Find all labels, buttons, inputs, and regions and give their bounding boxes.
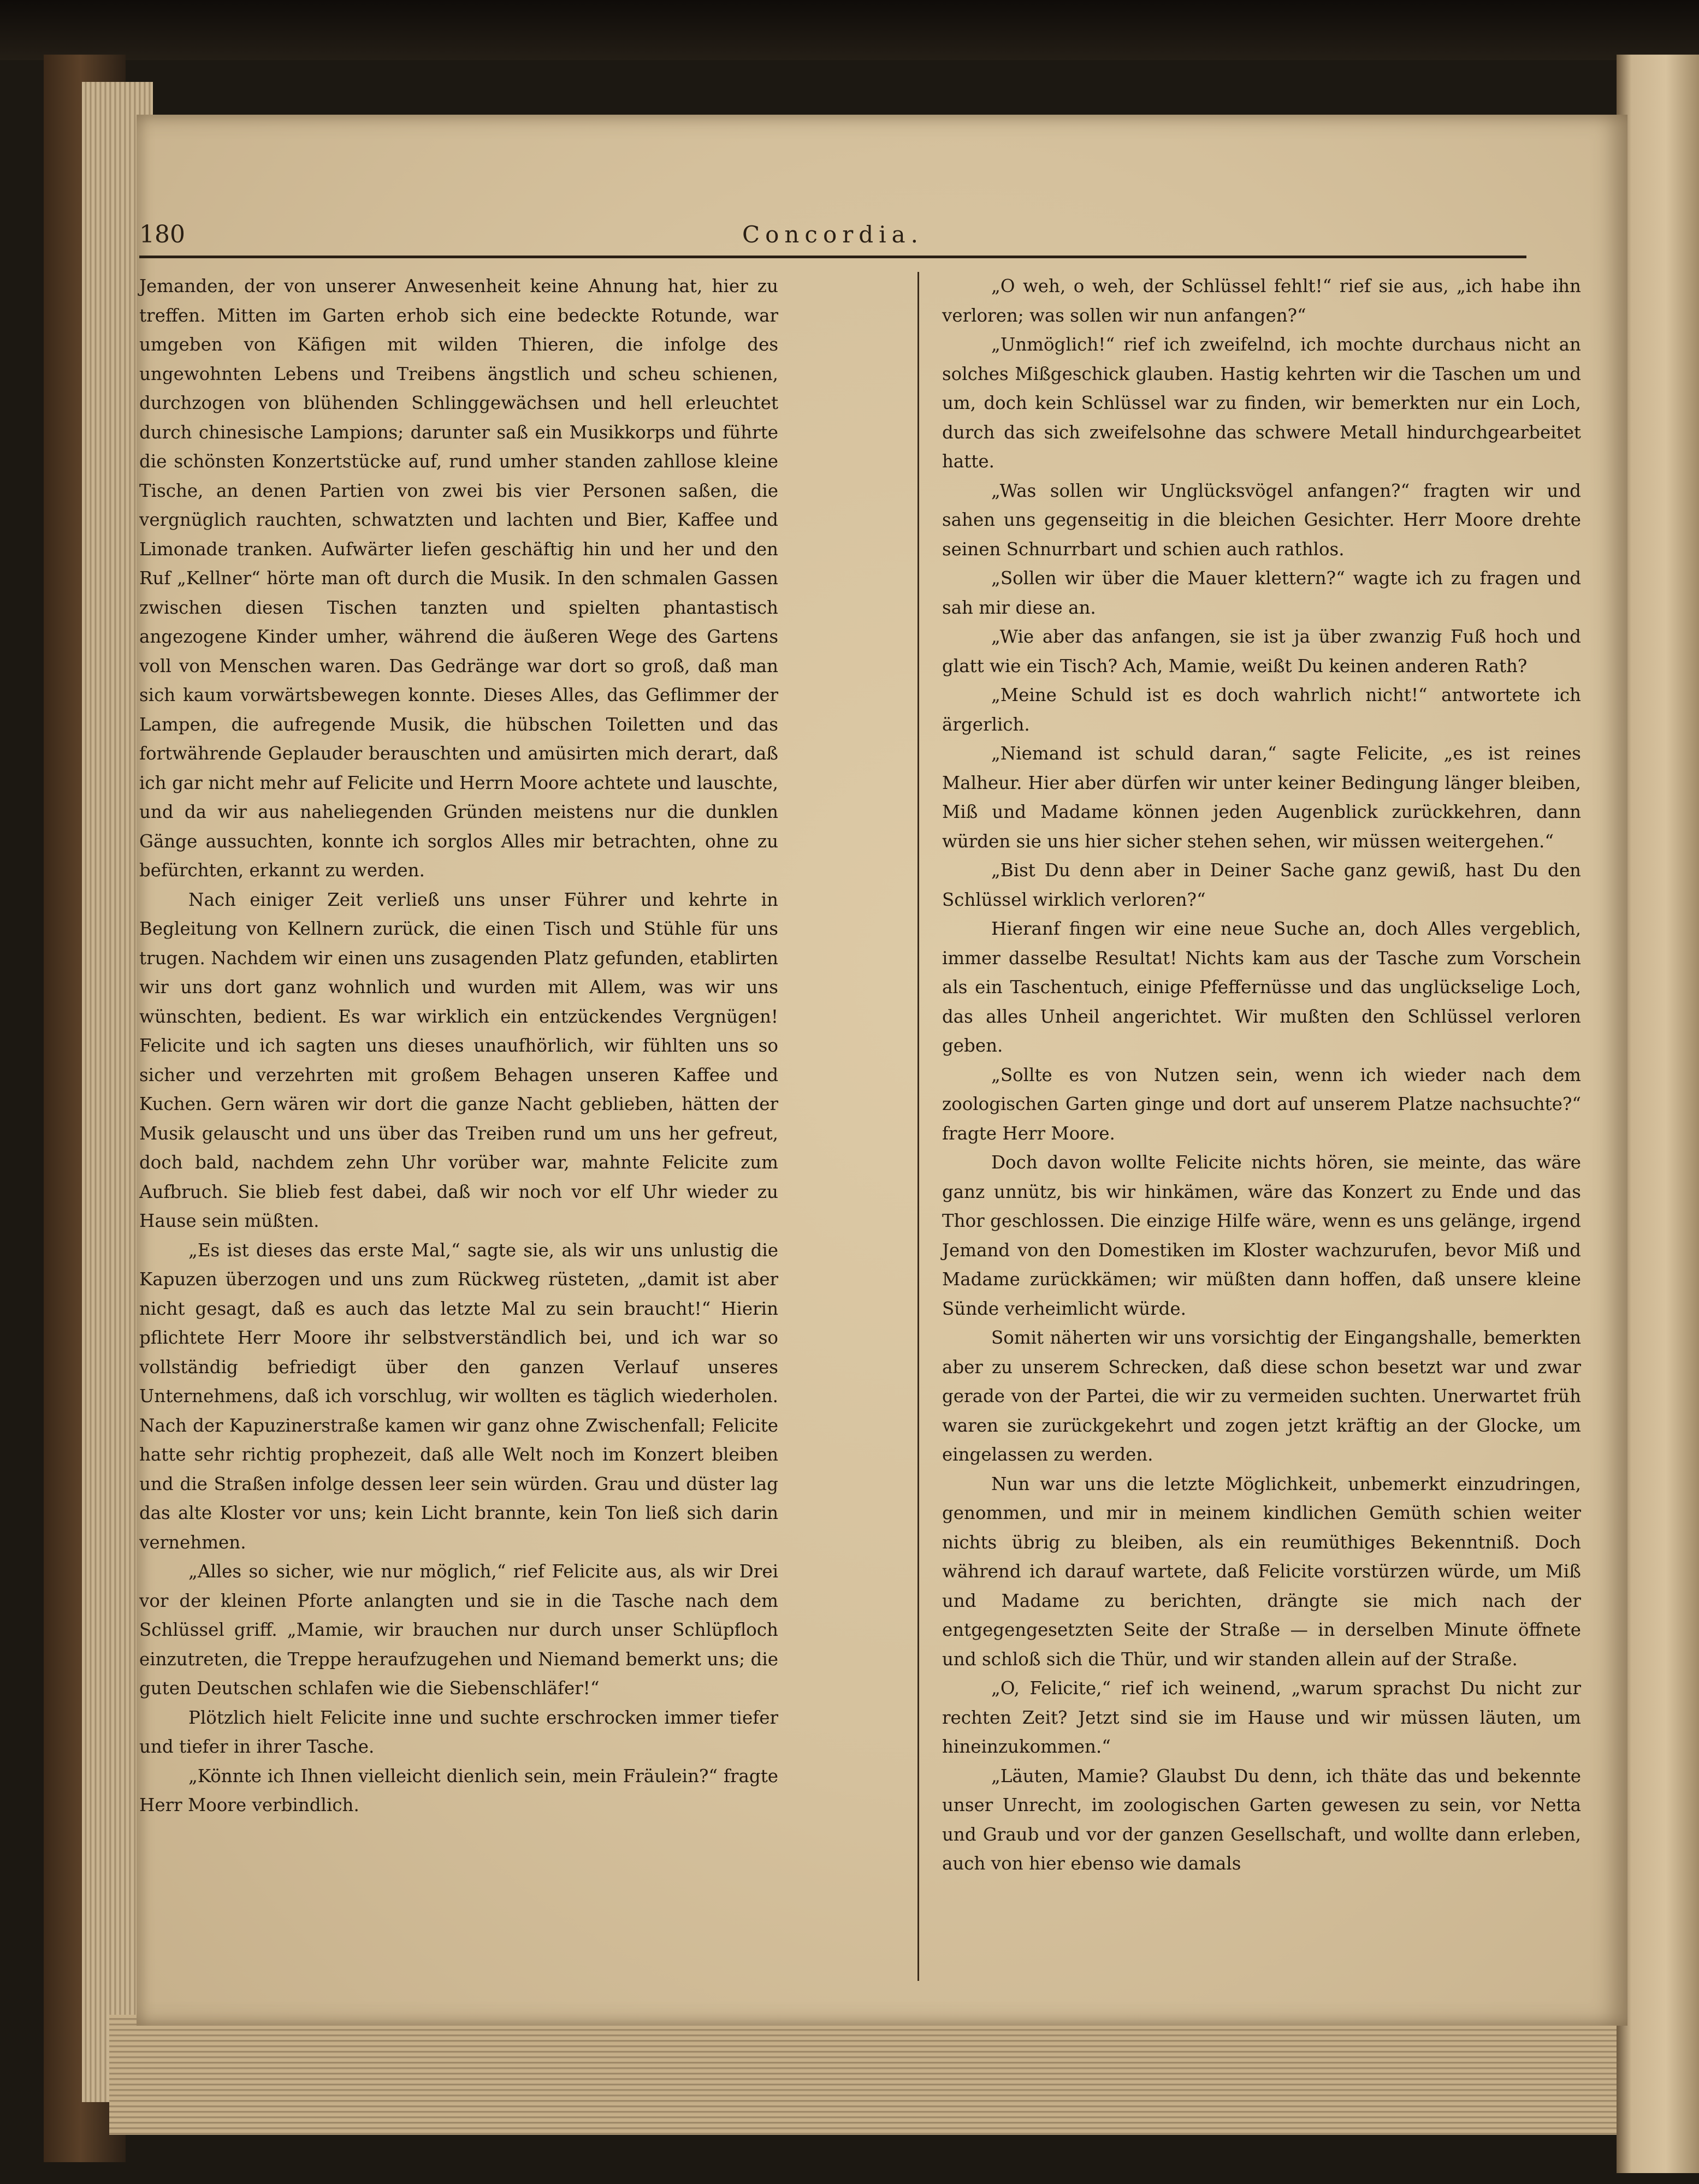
paragraph: Nach einiger Zeit verließ uns unser Führer und kehrte in Begleitung von Kellnern zurück, die einen Tisch und Stühle für uns trugen. Nachdem wir einen uns zusagenden Platz gefunden, etablirten wir uns dort ganz wohnlich und wurden mit Allem, was wir uns wünschten, bedient. Es war wirklich ein entzückendes Vergnügen! Felicite und ich sagten uns dieses unaufhörlich, wir fühlten uns so sicher und verzehrten mit großem Behagen unseren Kaffee und Kuchen. Gern wären wir dort die ganze Nacht geblieben, hätten der Musik gelauscht und uns über das Treiben rund um uns her gefreut, doch bald, nachdem zehn Uhr vorüber war, mahnte Felicite zum Aufbruch. Sie blieb fest dabei, daß wir noch vor elf Uhr wieder zu Hause sein müßten.: [139, 889, 778, 1231]
paragraph: „Wie aber das anfangen, sie ist ja über zwanzig Fuß hoch und glatt wie ein Tisch? Ach, Mamie, weißt Du keinen anderen Rath?: [942, 626, 1581, 676]
paragraph: „Sollte es von Nutzen sein, wenn ich wieder nach dem zoologischen Garten ginge und dort auf unserem Platze nachsuchte?“ fragte Herr Moore.: [942, 1064, 1581, 1144]
paragraph: Nun war uns die letzte Möglichkeit, unbemerkt einzudringen, genommen, und mir in meinem kindlichen Gemüth schien weiter nichts übrig zu bleiben, als ein reumüthiges Bekenntniß. Doch während ich darauf wartete, daß Felicite vorstürzen würde, um Miß und Madame zu berichten, drängte sie mich nach der entgegengesetzten Seite der Straße — in derselben Minute öffnete und schloß sich die Thür, und wir standen allein auf der Straße.: [942, 1473, 1581, 1670]
paragraph: Plötzlich hielt Felicite inne und suchte erschrocken immer tiefer und tiefer in ihrer Tasche.: [139, 1707, 778, 1757]
paragraph: „Niemand ist schuld daran,“ sagte Felicite, „es ist reines Malheur. Hier aber dürfen wir unter keiner Bedingung länger bleiben, Miß und Madame können jeden Augenblick zurückkehren, dann würden sie uns hier sicher stehen sehen, wir müssen weitergehen.“: [942, 743, 1581, 852]
page-number: 180: [139, 221, 185, 248]
paragraph: „Läuten, Mamie? Glaubst Du denn, ich thäte das und bekennte unser Unrecht, im zoologischen Garten gewesen zu sein, vor Netta und Graub und vor der ganzen Gesellschaft, und wollte dann erleben, auch von hier ebenso wie damals: [942, 1765, 1581, 1874]
paragraph: „Meine Schuld ist es doch wahrlich nicht!“ antwortete ich ärgerlich.: [942, 685, 1581, 735]
paragraph: Doch davon wollte Felicite nichts hören, sie meinte, das wäre ganz unnütz, bis wir hinkämen, wäre das Konzert zu Ende und das Thor geschlossen. Die einzige Hilfe wäre, wenn es uns gelänge, irgend Jemand von den Domestiken im Kloster wachzurufen, bevor Miß und Madame zurückkämen; wir müßten dann hoffen, daß unsere kleine Sünde verheimlicht würde.: [942, 1152, 1581, 1319]
paragraph: „Könnte ich Ihnen vielleicht dienlich sein, mein Fräulein?“ fragte Herr Moore verbindlich.: [139, 1765, 778, 1815]
paragraph: „O weh, o weh, der Schlüssel fehlt!“ rief sie aus, „ich habe ihn verloren; was sollen wir nun anfangen?“: [942, 276, 1581, 326]
running-head: [139, 218, 1526, 251]
facing-page-edge: [1617, 55, 1699, 2173]
left-column: [139, 272, 778, 1820]
paragraph: Jemanden, der von unserer Anwesenheit keine Ahnung hat, hier zu treffen. Mitten im Garten erhob sich eine bedeckte Rotunde, war umgeben von Käfigen mit wilden Thieren, die infolge des ungewohnten Lebens und Treibens ängstlich und scheu schienen, durchzogen von blühenden Schlinggewächsen und hell erleuchtet durch chinesische Lampions; darunter saß ein Musikkorps und führte die schönsten Konzertstücke auf, rund umher standen zahllose kleine Tische, an denen Partien von zwei bis vier Personen saßen, die vergnüglich rauchten, schwatzten und lachten und Bier, Kaffee und Limonade tranken. Aufwärter liefen geschäftig hin und her und den Ruf „Kellner“ hörte man oft durch die Musik. In den schmalen Gassen zwischen diesen Tischen tanzten und spielten phantastisch angezogene Kinder umher, während die äußeren Wege des Gartens voll von Menschen waren. Das Gedränge war dort so groß, daß man sich kaum vorwärtsbewegen konnte. Dieses Alles, das Geflimmer der Lampen, die aufregende Musik, die hübschen Toiletten und das fortwährende Geplauder berauschten und amüsirten mich derart, daß ich gar nicht mehr auf Felicite und Herrn Moore achtete und lauschte, und da wir aus naheliegenden Gründen meistens nur die dunklen Gänge aussuchten, konnte ich sorglos Alles mir betrachten, ohne zu befürchten, erkannt zu werden.: [139, 276, 778, 881]
paragraph: „O, Felicite,“ rief ich weinend, „warum sprachst Du nicht zur rechten Zeit? Jetzt sind sie im Hause und wir müssen läuten, um hineinzukommen.“: [942, 1678, 1581, 1757]
header-rule: [139, 256, 1526, 258]
column-divider: [917, 272, 919, 1981]
paragraph: „Alles so sicher, wie nur möglich,“ rief Felicite aus, als wir Drei vor der kleinen Pforte anlangten und sie in die Tasche nach dem Schlüssel griff. „Mamie, wir brauchen nur durch unser Schlüpfloch einzutreten, die Treppe heraufzugehen und Niemand bemerkt uns; die guten Deutschen schlafen wie die Siebenschläfer!“: [139, 1561, 778, 1699]
paragraph: „Sollen wir über die Mauer klettern?“ wagte ich zu fragen und sah mir diese an.: [942, 568, 1581, 618]
book-cover-top: [0, 0, 1699, 60]
running-title: Concordia.: [742, 221, 924, 248]
paragraph: Hieranf fingen wir eine neue Suche an, doch Alles vergeblich, immer dasselbe Resultat! Nichts kam aus der Tasche zum Vorschein als ein Taschentuch, einige Pfeffernüsse und das unglückselige Loch, das alles Unheil angerichtet. Wir mußten den Schlüssel verloren geben.: [942, 918, 1581, 1056]
right-column: [942, 272, 1581, 1879]
paragraph: „Bist Du denn aber in Deiner Sache ganz gewiß, hast Du den Schlüssel wirklich verloren?“: [942, 860, 1581, 910]
page-edges-bottom: [109, 2015, 1633, 2135]
paragraph: „Was sollen wir Unglücksvögel anfangen?“ fragten wir und sahen uns gegenseitig in die bleichen Gesichter. Herr Moore drehte seinen Schnurrbart und schien auch rathlos.: [942, 480, 1581, 560]
paragraph: „Unmöglich!“ rief ich zweifelnd, ich mochte durchaus nicht an solches Mißgeschick glauben. Hastig kehrten wir die Taschen um und um, doch kein Schlüssel war zu finden, wir bemerkten nur ein Loch, durch das sich zweifelsohne das schwere Metall hindurchgearbeitet hatte.: [942, 334, 1581, 472]
paragraph: „Es ist dieses das erste Mal,“ sagte sie, als wir uns unlustig die Kapuzen überzogen und uns zum Rückweg rüsteten, „damit ist aber nicht gesagt, daß es auch das letzte Mal zu sein braucht!“ Hierin pflichtete Herr Moore ihr selbstverständlich bei, und ich war so vollständig befriedigt über den ganzen Verlauf unseres Unternehmens, daß ich vorschlug, wir wollten es täglich wiederholen. Nach der Kapuzinerstraße kamen wir ganz ohne Zwischenfall; Felicite hatte sehr richtig prophezeit, daß alle Welt noch im Konzert bleiben und die Straßen infolge dessen leer sein würden. Grau und düster lag das alte Kloster vor uns; kein Licht brannte, kein Ton ließ sich darin vernehmen.: [139, 1239, 778, 1553]
paragraph: Somit näherten wir uns vorsichtig der Eingangshalle, bemerkten aber zu unserem Schrecken, daß diese schon besetzt war und zwar gerade von der Partei, die wir zu vermeiden suchten. Unerwartet früh waren sie zurückgekehrt und zogen jetzt kräftig an der Glocke, um eingelassen zu werden.: [942, 1327, 1581, 1465]
